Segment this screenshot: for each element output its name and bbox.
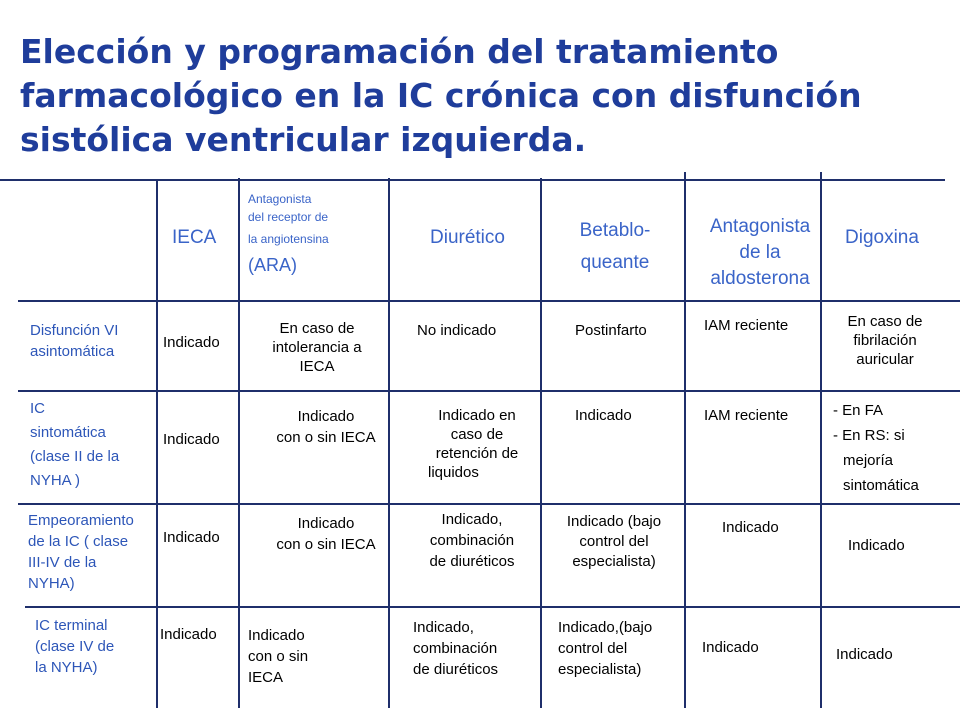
row-2-digoxina-line-1: - En FA [833, 402, 884, 419]
row-2-digoxina-line-3: mejoría [843, 452, 894, 469]
row-3-betablo-line-3: especialista) [572, 553, 656, 570]
row-label-1-line-1: Disfunción VI [30, 322, 119, 339]
header-digoxina: Digoxina [845, 227, 919, 248]
row-1-ara-line-2: intolerancia a [272, 339, 362, 356]
row-divider-2 [18, 390, 960, 392]
row-2-digoxina [833, 398, 919, 498]
row-2-ara-line-2: con o sin IECA [276, 429, 376, 446]
row-3-betablo-line-2: control del [579, 533, 649, 550]
row-1-digoxina-line-1: En caso de [847, 313, 923, 330]
row-4-betablo [558, 617, 652, 680]
row-2-antagonista-line-1: IAM reciente [704, 407, 789, 424]
row-1-betablo-line-1: Postinfarto [575, 322, 647, 339]
header-betablo-line-1: Betablo- [579, 220, 651, 241]
row-4-diuretico [413, 617, 498, 680]
row-divider-1 [18, 300, 960, 302]
page-title [20, 30, 950, 162]
column-divider-2 [238, 178, 240, 708]
row-3-antagonista [722, 518, 779, 537]
row-label-4-line-1: IC terminal [35, 617, 108, 634]
row-3-diuretico-line-3: de diuréticos [429, 553, 515, 570]
row-1-ara-line-3: IECA [299, 358, 335, 375]
row-label-3-line-4: NYHA) [28, 575, 75, 592]
row-1-digoxina [830, 312, 940, 369]
row-1-betablo [575, 321, 647, 340]
row-3-ara [258, 513, 394, 555]
row-3-diuretico [410, 509, 534, 572]
row-1-antagonista [704, 316, 788, 335]
row-2-betablo-line-1: Indicado [575, 407, 632, 424]
row-3-ieca: Indicado [163, 529, 220, 546]
header-ara-line-2: del receptor de [248, 210, 329, 224]
row-2-diuretico-line-1: Indicado en [438, 407, 516, 424]
row-2-ieca: Indicado [163, 431, 220, 448]
row-label-4 [35, 615, 114, 678]
row-4-ara-line-1: Indicado [248, 627, 305, 644]
row-3-antagonista-line-1: Indicado [722, 519, 779, 536]
row-4-diuretico-line-2: combinación [413, 640, 498, 657]
header-betablo-line-2: queante [580, 252, 650, 273]
row-3-betablo [552, 512, 676, 572]
column-divider-5 [684, 172, 686, 708]
title-line-2: farmacológico en la IC crónica con disfunción [20, 76, 862, 115]
row-label-2-line-3: (clase II de la [30, 448, 120, 465]
row-label-1 [30, 320, 118, 362]
header-ara-line-4: (ARA) [248, 255, 297, 275]
header-ara-line-3: la angiotensina [248, 232, 329, 246]
row-2-diuretico [414, 406, 540, 482]
row-label-4-line-3: la NYHA) [35, 659, 98, 676]
row-divider-3 [18, 503, 960, 505]
row-label-2-line-2: sintomática [30, 424, 106, 441]
row-1-diuretico [417, 321, 496, 340]
row-4-ara-line-2: con o sin [248, 648, 309, 665]
header-betablo [560, 215, 670, 279]
row-1-digoxina-line-3: auricular [856, 351, 914, 368]
row-label-3-line-1: Empeoramiento [28, 512, 134, 529]
header-ara-line-1: Antagonista [248, 192, 312, 206]
header-diuretico: Diurético [430, 227, 505, 248]
title-line-1: Elección y programación del tratamiento [20, 32, 779, 71]
row-1-ieca: Indicado [163, 334, 220, 351]
row-1-ara [242, 319, 392, 376]
row-label-4-line-2: (clase IV de [35, 638, 115, 655]
row-3-diuretico-line-2: combinación [429, 532, 515, 549]
row-2-antagonista [704, 406, 788, 425]
header-antagonista-line-2: de la [739, 242, 781, 263]
row-3-digoxina [848, 536, 905, 555]
row-label-3 [28, 510, 134, 594]
row-4-diuretico-line-3: de diuréticos [413, 661, 499, 678]
row-1-antagonista-line-1: IAM reciente [704, 317, 789, 334]
row-label-2-line-4: NYHA ) [30, 472, 81, 489]
row-3-betablo-line-1: Indicado (bajo [566, 513, 662, 530]
row-label-3-line-3: III-IV de la [28, 554, 97, 571]
row-2-digoxina-line-2: - En RS: si [833, 427, 905, 444]
row-2-diuretico-line-3: retención de [435, 445, 519, 462]
row-label-3-line-2: de la IC ( clase [28, 533, 129, 550]
row-1-diuretico-line-1: No indicado [417, 322, 497, 339]
row-2-betablo [575, 406, 632, 425]
row-4-digoxina-line-1: Indicado [836, 646, 893, 663]
row-4-antagonista [702, 638, 759, 657]
header-antagonista-line-3: aldosterona [710, 268, 810, 289]
row-3-digoxina-line-1: Indicado [848, 537, 905, 554]
row-4-ara [248, 625, 308, 688]
table-top-border [0, 179, 945, 181]
row-3-ara-line-2: con o sin IECA [276, 536, 376, 553]
header-antagonista [690, 214, 830, 292]
header-ara [248, 190, 329, 278]
column-divider-4 [540, 178, 542, 708]
column-divider-1 [156, 180, 158, 708]
row-3-ara-line-1: Indicado [297, 515, 355, 532]
row-2-diuretico-line-4: liquidos [428, 464, 479, 481]
header-antagonista-line-1: Antagonista [709, 216, 811, 237]
row-2-diuretico-line-2: caso de [450, 426, 504, 443]
row-4-ara-line-3: IECA [248, 669, 284, 686]
row-label-2 [30, 397, 119, 493]
row-2-ara [256, 406, 396, 448]
row-4-ieca: Indicado [160, 626, 217, 643]
row-4-betablo-line-2: control del [558, 640, 628, 657]
row-4-betablo-line-3: especialista) [558, 661, 642, 678]
row-label-2-line-1: IC [30, 400, 45, 417]
title-line-3: sistólica ventricular izquierda. [20, 120, 587, 159]
row-4-betablo-line-1: Indicado,(bajo [558, 619, 653, 636]
row-4-digoxina [836, 645, 893, 664]
row-label-1-line-2: asintomática [30, 343, 115, 360]
row-2-digoxina-line-4: sintomática [843, 477, 919, 494]
row-4-diuretico-line-1: Indicado, [413, 619, 474, 636]
row-4-antagonista-line-1: Indicado [702, 639, 759, 656]
row-1-digoxina-line-2: fibrilación [853, 332, 917, 349]
row-2-ara-line-1: Indicado [297, 408, 355, 425]
header-ieca: IECA [172, 227, 217, 248]
row-3-diuretico-line-1: Indicado, [441, 511, 503, 528]
row-1-ara-line-1: En caso de [279, 320, 355, 337]
